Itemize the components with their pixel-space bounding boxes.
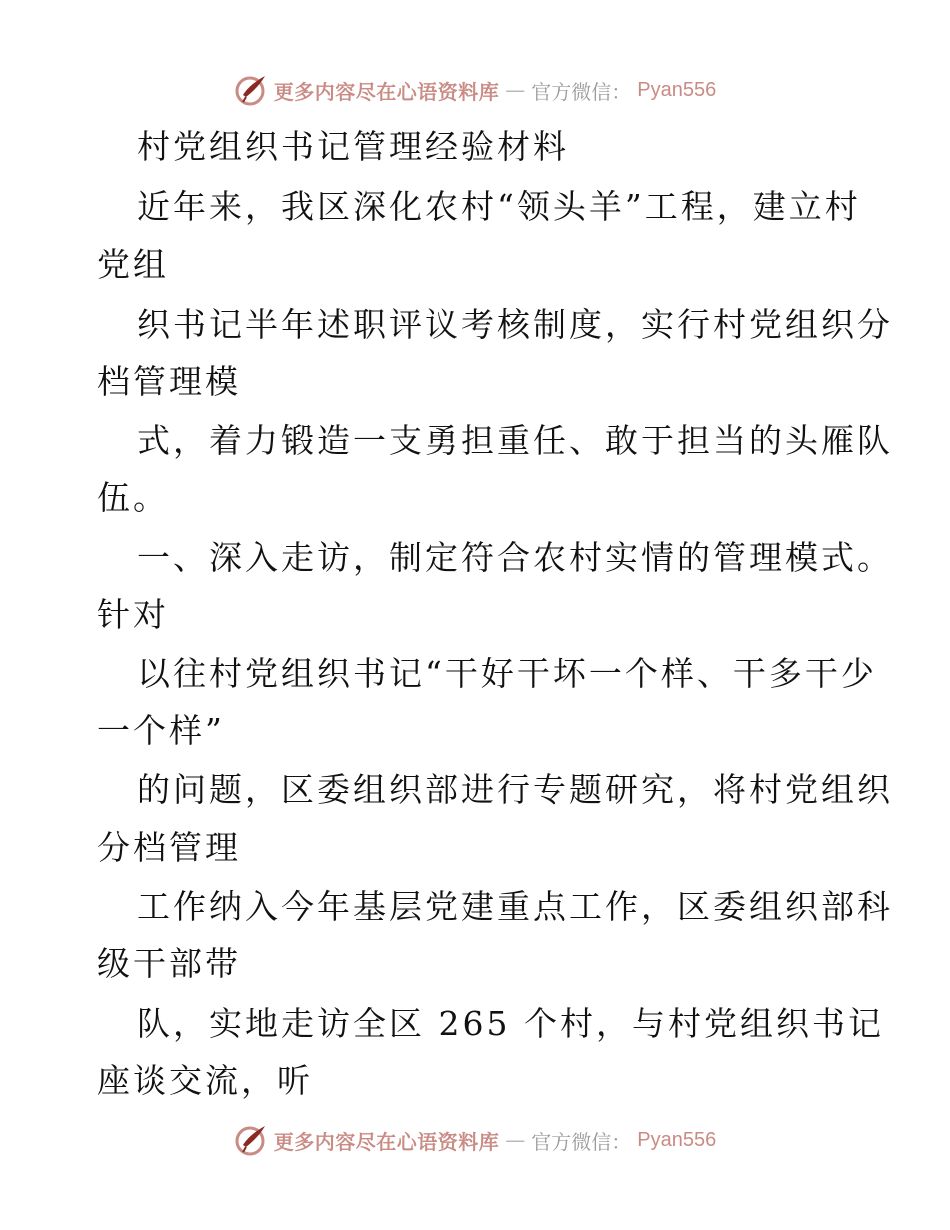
- footer-wechat-label: 官方微信：: [531, 1129, 632, 1154]
- paragraph-line: 档管理模: [97, 362, 241, 401]
- paragraph-line: 党组: [97, 245, 169, 284]
- paragraph-line: 一个样”: [97, 711, 225, 750]
- footer-banner-text: 更多内容尽在心语资料库: [273, 1129, 500, 1154]
- footer-banner: [0, 1120, 950, 1160]
- header-wechat-label: 官方微信：: [531, 79, 632, 104]
- footer-banner-inner: [234, 1123, 716, 1157]
- paragraph-line: 织书记半年述职评议考核制度，实行村党组织分: [137, 305, 893, 344]
- footer-wechat-id: Pyan556: [637, 1128, 717, 1151]
- paragraph-line: 针对: [97, 595, 169, 634]
- footer-banner-separator: —: [505, 1128, 526, 1152]
- paragraph-line: 伍。: [97, 478, 169, 517]
- quill-seal-logo-icon: [234, 1123, 268, 1157]
- paragraph-line: 的问题，区委组织部进行专题研究，将村党组织: [137, 770, 893, 809]
- header-banner-separator: —: [505, 78, 526, 102]
- paragraph-line: 座谈交流，听: [97, 1061, 313, 1100]
- header-banner-text: 更多内容尽在心语资料库: [273, 79, 500, 104]
- paragraph-line: 级干部带: [97, 944, 241, 983]
- paragraph-line: 近年来，我区深化农村“领头羊”工程，建立村: [137, 187, 861, 226]
- document-title: 村党组织书记管理经验材料: [137, 127, 569, 166]
- paragraph-line: 以往村党组织书记“干好干坏一个样、干多干少: [137, 654, 877, 693]
- paragraph-line: 队，实地走访全区 265 个村，与村党组织书记: [137, 1004, 884, 1043]
- header-wechat-id: Pyan556: [637, 78, 717, 101]
- paragraph-line: 工作纳入今年基层党建重点工作，区委组织部科: [137, 887, 893, 926]
- section-heading-line: 一、深入走访，制定符合农村实情的管理模式。: [137, 538, 893, 577]
- paragraph-line: 分档管理: [97, 828, 241, 867]
- paragraph-line: 式，着力锻造一支勇担重任、敢于担当的头雁队: [137, 421, 893, 460]
